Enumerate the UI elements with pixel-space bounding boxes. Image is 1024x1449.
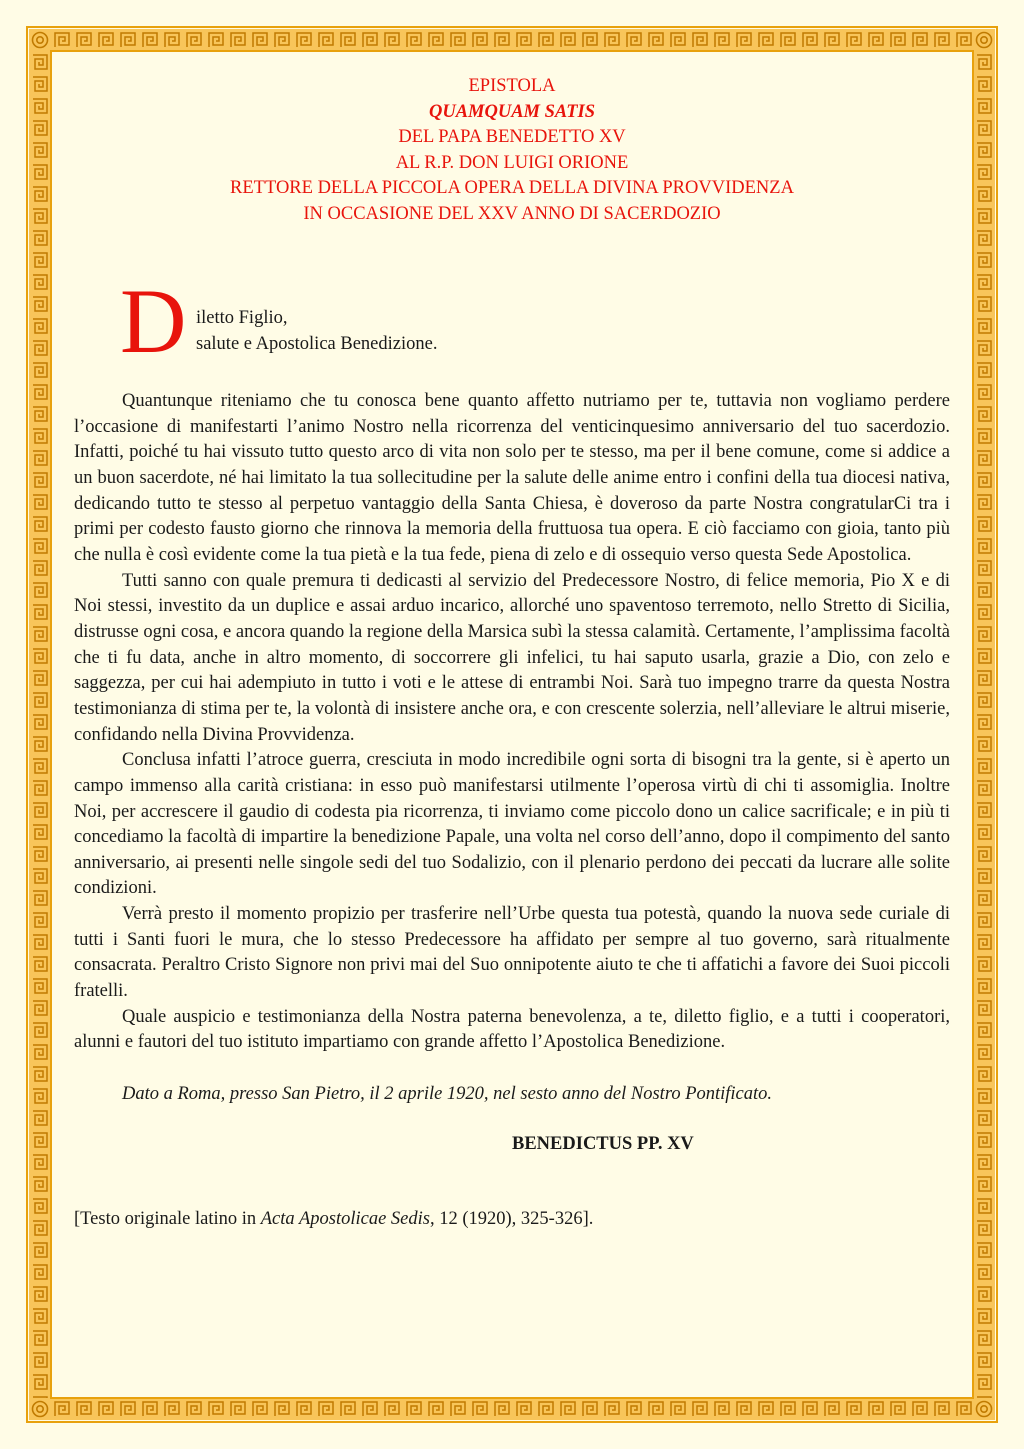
greek-key-meander-icon: [973, 51, 995, 1398]
body-paragraph: Tutti sanno con quale premura ti dedicasti al servizio del Predecessore Nostro, di felice memoria, Pio X e di Noi stessi, investito da un duplice e assai arduo incarico, allorché uno spaventoso terremoto, nello Stretto di Sicilia, distrusse ogni cosa, e ancora quando la regione della Marsica subì la stessa calamità. Certamente, l’amplissima facoltà che ti fu data, anche in altro momento, di soccorrere gli infelici, tu hai saputo usarla, grazie a Dio, con zelo e saggezza, per cui hai adempiuto in tutto i voti e le attese di entrambi Noi. Sarà tuo impegno trarre da questa Nostra testimonianza di stima per te, la volontà di insistere anche ora, e con crescente solerzia, nell’alleviare le altrui miserie, confidando nella Divina Provvidenza.: [74, 570, 950, 745]
salutation-line-1: iletto Figlio,: [196, 308, 288, 328]
letter-heading: [74, 74, 950, 227]
salutation-line-2: salute e Apostolica Benedizione.: [196, 334, 438, 354]
letter-content: [74, 74, 950, 1233]
body-paragraph: Verrà presto il momento propizio per trasferire nell’Urbe questa tua potestà, quando la nuova sede curiale di tutti i Santi fuori le mura, che lo stesso Predecessore ha affidato per sempre al tuo governo, sarà ritualmente consacrata. Peraltro Cristo Signore non privi mai del Suo onnipotente aiuto te che ti affatichi a favore dei Suoi piccoli fratelli.: [74, 904, 950, 1002]
heading-author: DEL PAPA BENEDETTO XV: [398, 127, 626, 147]
source-citation: [74, 1207, 950, 1233]
source-journal: Acta Apostolicae Sedis: [260, 1209, 430, 1230]
greek-key-meander-icon: [51, 29, 973, 51]
date-line: Dato a Roma, presso San Pietro, il 2 aprile 1920, nel sesto anno del Nostro Pontificato.: [122, 1084, 773, 1105]
body-paragraph: Quantunque riteniamo che tu conosca bene quanto affetto nutriamo per te, tuttavia non vogliamo perdere l’occasione di manifestarti l’animo Nostro nella ricorrenza del venticinquesimo anniversario del tuo sacerdozio. Infatti, poiché tu hai vissuto tutto questo arco di vita non solo per te stesso, ma per il bene comune, come si addice a un buon sacerdote, né hai limitato la tua sollecitudine per la salute delle anime entro i confini della tua diocesi nativa, dedicando tutto te stesso al perpetuo vantaggio della Santa Chiesa, è doveroso da parte Nostra congratularCi tra i primi per codesto fausto giorno che rinnova la memoria della fruttuosa tua opera. E ciò facciamo con gioia, tanto più che nulla è così evidente come la tua pietà e la tua fede, piena di zelo e di ossequio verso questa Sede Apostolica.: [74, 391, 950, 565]
source-prefix: [Testo originale latino in: [74, 1209, 261, 1230]
spiral-rosette-icon: [973, 1398, 995, 1420]
heading-occasion: IN OCCASIONE DEL XXV ANNO DI SACERDOZIO: [303, 203, 721, 224]
body-paragraph: Quale auspicio e testimonianza della Nostra paterna benevolenza, a te, diletto figlio, e a tutti i cooperatori, alunni e fautori del tuo istituto impartiamo con grande affetto l’Apostolica Benedizione.: [74, 1006, 950, 1053]
body-paragraph: Conclusa infatti l’atroce guerra, cresciuta in modo incredibile ogni sorta di bisogni tra la gente, si è aperto un campo immenso alla carità cristiana: in esso può manifestarsi utilmente l’operosa virtù di chi ti assomiglia. Inoltre Noi, per accrescere il gaudio di codesta pia ricorrenza, ti inviamo come piccolo dono un calice sacrificale; e in più ti concediamo la facoltà di impartire la benedizione Papale, una volta nel corso dell’anno, dopo il compimento del santo anniversario, ai presenti nelle singole sedi del tuo Sodalizio, con il plenario perdono dei peccati da lucrare alle solite condizioni.: [74, 750, 950, 899]
greek-key-meander-icon: [29, 51, 51, 1398]
letter-body: [74, 389, 950, 1056]
salutation: [74, 270, 950, 375]
spiral-rosette-icon: [973, 29, 995, 51]
greek-key-meander-icon: [51, 1398, 973, 1420]
heading-recipient-role: RETTORE DELLA PICCOLA OPERA DELLA DIVINA PROVVIDENZA: [230, 178, 794, 198]
spiral-rosette-icon: [29, 29, 51, 51]
heading-recipient: AL R.P. DON LUIGI ORIONE: [395, 152, 629, 173]
source-suffix: , 12 (1920), 325-326].: [429, 1209, 594, 1230]
spiral-rosette-icon: [29, 1398, 51, 1420]
heading-letter-title: QUAMQUAM SATIS: [428, 101, 596, 122]
drop-cap: D: [120, 270, 187, 372]
heading-epistola: EPISTOLA: [468, 76, 556, 96]
papal-signature: BENEDICTUS PP. XV: [512, 1133, 694, 1154]
